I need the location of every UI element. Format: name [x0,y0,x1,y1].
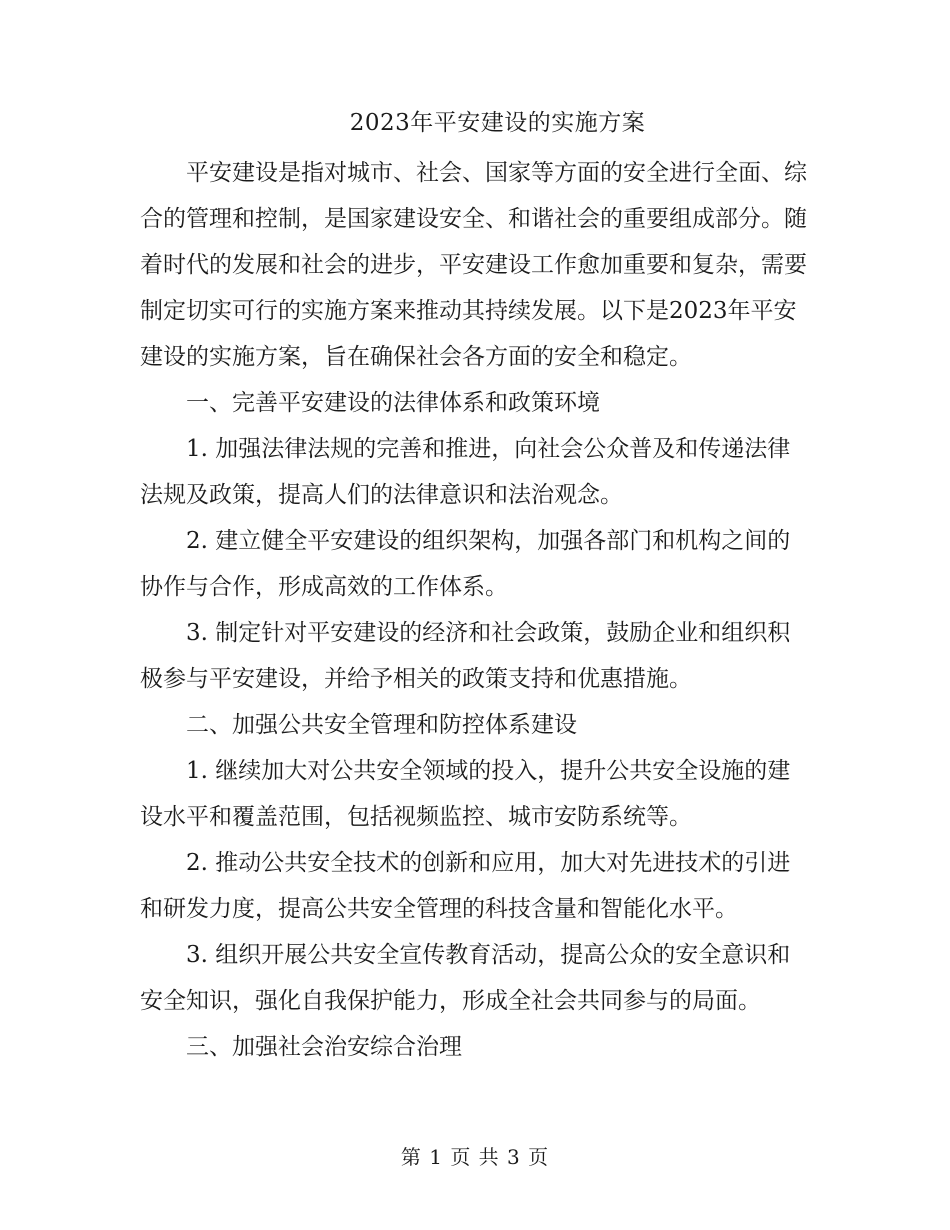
document-title: 2023年平安建设的实施方案 [349,110,646,136]
section-2-item-2: 2. 推动公共安全技术的创新和应用，加大对先进技术的引进和研发力度，提高公共安全管理的科技含量和智能化水平。 [140,850,791,922]
section-heading-1: 一、完善平安建设的法律体系和政策环境 [186,390,600,416]
section-2-item-1: 1. 继续加大对公共安全领域的投入，提升公共安全设施的建设水平和覆盖范围，包括视频监控、城市安防系统等。 [140,758,791,830]
section-1-item-3: 3. 制定针对平安建设的经济和社会政策，鼓励企业和组织积极参与平安建设，并给予相关的政策支持和优惠措施。 [140,620,791,692]
intro-paragraph: 平安建设是指对城市、社会、国家等方面的安全进行全面、综合的管理和控制，是国家建设安全、和谐社会的重要组成部分。随着时代的发展和社会的进步，平安建设工作愈加重要和复杂，需要制定切实可行的实施方案来推动其持续发展。以下是2023年平安建设的实施方案，旨在确保社会各方面的安全和稳定。 [140,160,807,370]
section-1-item-1: 1. 加强法律法规的完善和推进，向社会公众普及和传递法律法规及政策，提高人们的法律意识和法治观念。 [140,436,791,508]
section-1-item-2: 2. 建立健全平安建设的组织架构，加强各部门和机构之间的协作与合作，形成高效的工作体系。 [140,528,791,600]
document-body [140,150,808,1070]
section-2-item-3: 3. 组织开展公共安全宣传教育活动，提高公众的安全意识和安全知识，强化自我保护能力，形成全社会共同参与的局面。 [140,942,791,1014]
section-heading-3: 三、加强社会治安综合治理 [186,1034,462,1060]
section-heading-2: 二、加强公共安全管理和防控体系建设 [186,712,577,738]
page-footer: 第 1 页 共 3 页 [400,1145,550,1169]
